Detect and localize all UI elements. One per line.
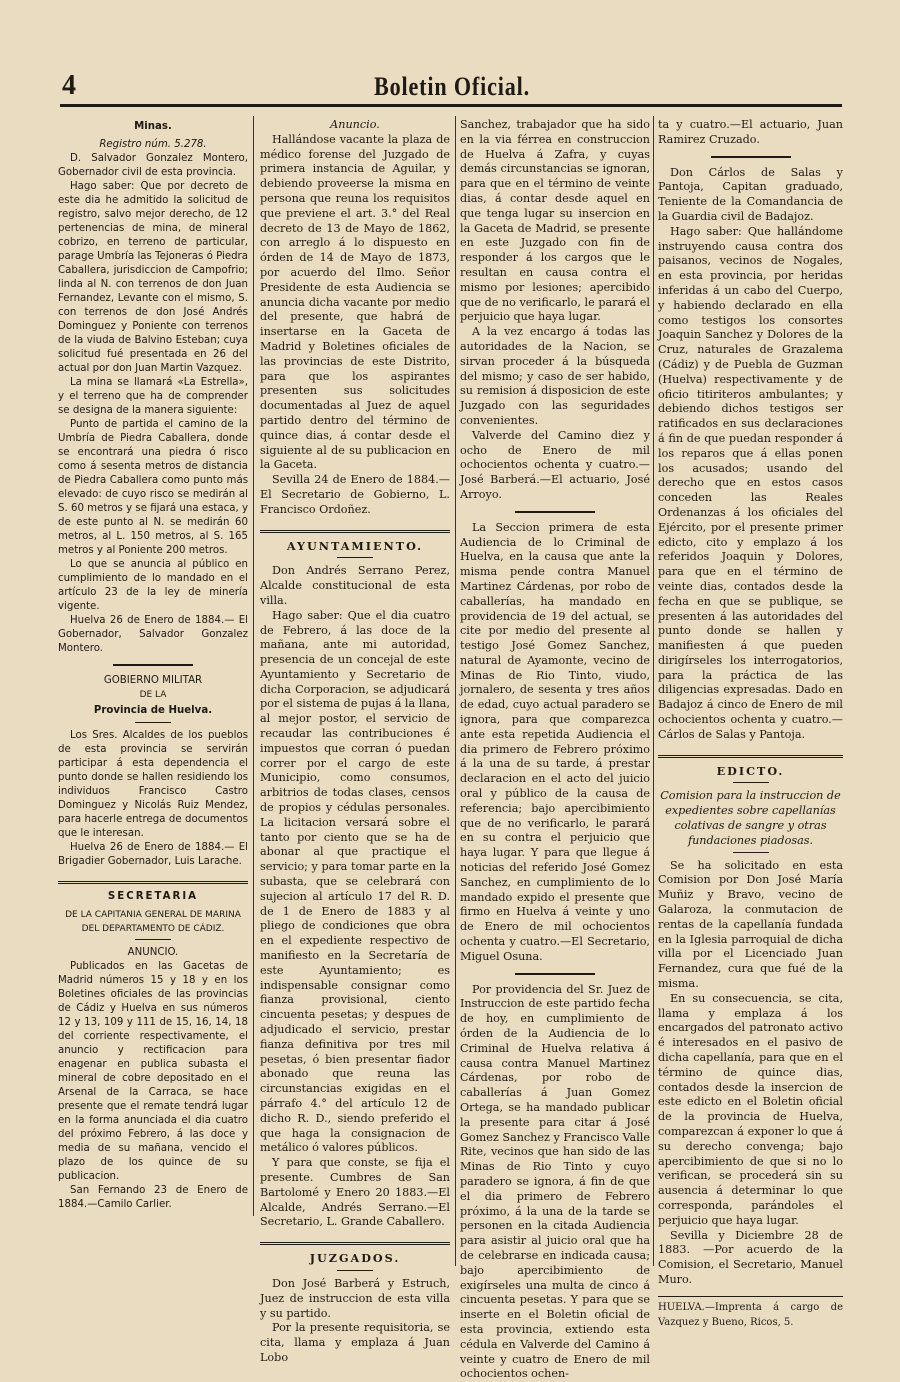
header-rule [60,104,842,107]
paragraph: Sevilla y Diciembre 28 de 1883. —Por acuerdo de la Comision, el Secretario, Manuel Muro. [658,1228,843,1286]
paragraph: Lo que se anuncia al público en cumplimiento de lo mandado en el artículo 23 de la ley de minería vigente. [58,559,248,612]
paragraph: La mina se llamará «La Estrella», y el terreno que ha de comprender se designa de la manera siguiente: [58,377,248,416]
dash [733,852,769,853]
section-title-edicto: EDICTO. [716,763,785,778]
separator [711,156,791,158]
dash [135,939,171,940]
paragraph: ta y cuatro.—El actuario, Juan Ramirez Cruzado. [658,118,843,146]
paragraph: Don Cárlos de Salas y Pantoja, Capitan graduado, Teniente de la Comandancia de la Guardia civil de Badajoz. [658,165,843,223]
anuncio-heading: Anuncio. [330,118,380,131]
column-2 [260,118,450,1366]
paragraph: Hago saber: Que el dia cuatro de Febrero, á las doce de la mañana, ante mi autoridad, presencia de un concejal de este Ayuntamiento y Secretario de dicha Corporacion, se adjudicará por el sistema de pujas á la llana, al mejor postor, el servicio de recaudar las contribuciones é impuestos que corran ó puedan correr por el cargo de este Municipio, como consumos, arbitrios de todas clases, censos de propios y cédulas personales. La licitacion versará sobre el tanto por ciento que se ha de abonar al que practique el servicio; y para tomar parte en la subasta, que se celebrará con sujecion al artículo 17 del R. D. de 1 de Enero de 1883 y al pliego de condiciones que obra en el expediente respectivo de manifiesto en la Secretaría de este Ayuntamiento; es indispensable consignar como fianza provisional, ciento cincuenta pesetas; y despues de adjudicado el servicio, prestar fianza definitiva por tres mil pesetas, ó bien presentar fiador abonado que reuna las circunstancias exigidas en el párrafo 4.° del artículo 12 de dicho R. D., siendo preferido el que haga la consignacion de metálico ó valores públicos. [260,608,450,1155]
paragraph: En su consecuencia, se cita, llama y emplaza á los encargados del patronato activo é interesados en el pasivo de dicha capellanía, para que en el término de quince dias, contados desde la insercion de este edicto en el Boletin oficial de la provincia de Huelva, comparezcan á exponer lo que á su derecho convenga; bajo apercibimiento de que si no lo verifican, se procederá sin su ausencia á determinar lo que corresponda, parándoles el perjuicio que haya lugar. [658,991,843,1227]
paragraph: Sanchez, trabajador que ha sido en la via férrea en construccion de Huelva á Zafra, y cuyas demás circunstancias se ignoran, para que en el término de veinte dias, á contar desde aquel en que tenga lugar su insercion en la Gaceta de Madrid, se presente en este Juzgado con fin de responder á los cargos que le resultan en causa contra el mismo por lesiones; apercibido que de no verificarlo, le parará el perjuicio que haya lugar. [460,118,650,324]
separator [113,664,193,666]
anuncio-heading: ANUNCIO. [127,947,179,958]
dash [337,557,373,558]
paragraph: Los Sres. Alcaldes de los pueblos de esta provincia se servirán participar á esta dependencia el punto donde se hallen residiendo los individuos Francisco Castro Dominguez y Nicolás Ruiz Mendez, para hacerle entrega de documentos que le interesan. [58,730,248,839]
column-4 [658,118,843,1330]
column-1 [58,118,248,1212]
column-divider [653,116,654,1266]
section-subtitle: DE LA CAPITANIA GENERAL DE MARINA DEL DEPARTAMENTO DE CÁDIZ. [65,910,241,934]
section-subtitle-provincia: Provincia de Huelva. [93,705,213,716]
paragraph: Por la presente requisitoria, se cita, llama y emplaza á Juan Lobo [260,1321,450,1364]
paragraph: Don Andrés Serrano Perez, Alcalde constitucional de esta villa. [260,564,450,607]
dash [337,1270,373,1271]
column-divider [253,116,254,1216]
paragraph: Sevilla 24 de Enero de 1884.— El Secretario de Gobierno, L. Francisco Ordoñez. [260,473,450,516]
paragraph: Se ha solicitado en esta Comision por Don José María Muñiz y Bravo, vecino de Galaroza, la conmutacion de rentas de la capellanía fundada en la Iglesia parroquial de dicha villa por el Licenciado Juan Fernandez, cura que fué de la misma. [658,858,843,991]
comision-subtitle: Comision para la instruccion de expedientes sobre capellanías colativas de sangre y otras fundaciones piadosas. [660,789,841,847]
paragraph: San Fernando 23 de Enero de 1884.—Camilo Carlier. [58,1185,248,1210]
registro-number: Registro núm. 5.278. [99,139,207,150]
paragraph: Valverde del Camino diez y ocho de Enero de mil ochocientos ochenta y cuatro.—José Barberá.—El actuario, José Arroyo. [460,428,650,501]
paragraph: Hallándose vacante la plaza de médico forense del Juzgado de primera instancia de Aguilar, y debiendo proveerse la misma en persona que reuna los requisitos que previene el art. 3.° del Real decreto de 13 de Mayo de 1862, con arreglo á lo dispuesto en órden de 14 de Mayo de 1873, por acuerdo del Ilmo. Señor Presidente de esta Audiencia se anuncia dicha vacante por medio del presente, que habrá de insertarse en la Gaceta de Madrid y Boletines oficiales de las provincias de este Distrito, para que los aspirantes presenten sus solicitudes documentadas al Juez de aquel partido dentro del término de quince dias, á contar desde el siguiente al de su publicacion en la Gaceta. [260,132,450,472]
dash [733,782,769,783]
paragraph: Don José Barberá y Estruch, Juez de instruccion de esta villa y su partido. [260,1276,450,1320]
section-title-juzgados: JUZGADOS. [309,1251,401,1266]
section-title-minas: Minas. [134,121,172,132]
paragraph: Punto de partida el camino de la Umbría de Piedra Caballera, donde se encontrará una piedra ó risco como á sesenta metros de distancia de Piedra Caballera como punto más elevado: de cuyo risco se medirán al S. 60 metros y se fijará una estaca, y de este punto al N. se medirán 60 metros, al L. 150 metros, al S. 165 metros y al Poniente 200 metros. [58,419,248,556]
paragraph: La Seccion primera de esta Audiencia de lo Criminal de Huelva, en la causa que ante la misma pende contra Manuel Martinez Cárdenas, por robo de caballerías, ha mandado en providencia de 19 del actual, se cite por medio del presente al testigo José Gomez Sanchez, natural de Ayamonte, vecino de Minas de Rio Tinto, viudo, jornalero, de sesenta y tres años de edad, cuyo actual paradero se ignora, para que comparezca ante esta repetida Audiencia el dia primero de Febrero próximo á la una de su tarde, á prestar declaracion en el acto del juicio oral y público de la causa de referencia; bajo apercibimiento que de no verificarlo, le parará en su contra el perjuicio que haya lugar. Y para que llegue á noticias del referido José Gomez Sanchez, en cumplimiento de lo mandado expido el presente que firmo en Huelva á veinte y uno de Enero de mil ochocientos ochenta y cuatro.—El Secretario, Miguel Osuna. [460,520,650,963]
section-title-secretaria: SECRETARIA [107,891,199,902]
paragraph: Publicados en las Gacetas de Madrid números 15 y 18 y en los Boletines oficiales de las provincias de Cádiz y Huelva en sus números 12 y 13, 109 y 111 de 15, 16, 14, 18 del corriente respectivamente, el anuncio y rectificacion para enagenar en publica subasta el mineral de cobre depositado en el Arsenal de la Carraca, se hace presente que el remate tendrá lugar en la forma anunciada el dia cuatro del próximo Febrero, á las doce y media de su mañana, vencido el plazo de los quince de su publicacion. [58,961,248,1182]
section-title-ayuntamiento: AYUNTAMIENTO. [286,538,424,553]
column-divider [455,116,456,1266]
paragraph: A la vez encargo á todas las autoridades de la Nacion, se sirvan proceder á la búsqueda del mismo; y caso de ser habido, su remision á disposicion de este Juzgado con las seguridades convenientes. [460,325,650,427]
page-header [62,70,842,106]
dash [135,722,171,723]
paragraph: Huelva 26 de Enero de 1884.— El Brigadier Gobernador, Luis Larache. [58,842,248,867]
double-rule [58,881,248,884]
page-number: 4 [62,70,76,101]
page-title: Boletin Oficial. [373,72,531,101]
imprint: HUELVA.—Imprenta á cargo de Vazquez y Bueno, Ricos, 5. [658,1296,843,1331]
double-rule [658,755,843,758]
paragraph: Y para que conste, se fija el presente. Cumbres de San Bartolomé y Enero 20 1883.—El Alcalde, Andrés Serrano.—El Secretario, L. Grande Caballero. [260,1156,450,1229]
section-subtitle: DE LA [139,690,167,700]
paragraph: Hago saber: Que por decreto de este dia he admitido la solicitud de registro, salvo mejor derecho, de 12 pertenencias de mina, de mineral cobrizo, en terreno de particular, parage Umbría las Tejoneras ó Piedra Caballera, jurisdiccion de Campofrio; linda al N. con terrenos de don Juan Fernandez, Levante con el mismo, S. con terrenos de don José Andrés Dominguez y Poniente con terrenos de la viuda de Balvino Esteban; cuya solicitud fué presentada en 26 del actual por don Juan Martin Vazquez. [58,181,248,374]
separator [515,973,595,975]
column-3 [460,118,650,1382]
paragraph: Por providencia del Sr. Juez de Instruccion de este partido fecha de hoy, en cumplimiento de órden de la Audiencia de lo Criminal de Huelva relativa á causa contra Manuel Martinez Cárdenas, por robo de caballerías á Juan Gomez Ortega, se ha mandado publicar la presente para citar á José Gomez Sanchez y Francisco Valle Rite, vecinos que han sido de las Minas de Rio Tinto y cuyo paradero se ignora, á fin de que el dia primero de Febrero próximo, á la una de la tarde se personen en la citada Audiencia para asistir al juicio oral que ha de celebrarse en indicada causa; bajo apercibimiento de exigírseles una multa de cinco á cincuenta pesetas. Y para que se inserte en el Boletin oficial de esta provincia, extiendo esta cédula en Valverde del Camino á veinte y cuatro de Enero de mil ochocientos ochen- [460,982,650,1381]
paragraph: Hago saber: Que hallándome instruyendo causa contra dos paisanos, vecinos de Nogales, en esta provincia, por heridas inferidas á un cabo del Cuerpo, y habiendo declarado en ella como testigos los consortes Joaquin Sanchez y Dolores de la Cruz, naturales de Grazalema (Cádiz) y de Puebla de Guzman (Huelva) respectivamente y de oficio titiriteros ambulantes; y debiendo dichos testigos ser ratificados en sus declaraciones á fin de que puedan responder á los reparos que á ellas ponen los acusados; usando del derecho que en estos casos conceden las Reales Ordenanzas á los oficiales del Ejército, por el presente primer edicto, cito y emplazo á los referidos Joaquin y Dolores, para que en el término de veinte dias, contados desde la fecha en que se publique, se presenten á las autoridades del punto donde se hallen y manifiesten á que pueden dirigírseles los interrogatorios, para la práctica de las diligencias expresadas. Dado en Badajoz á cinco de Enero de mil ochocientos ochenta y cuatro.—Cárlos de Salas y Pantoja. [658,224,843,741]
double-rule [260,1242,450,1245]
paragraph: D. Salvador Gonzalez Montero, Gobernador civil de esta provincia. [58,153,248,178]
paragraph: Huelva 26 de Enero de 1884.— El Gobernador, Salvador Gonzalez Montero. [58,615,248,654]
double-rule [260,530,450,533]
section-title-gobierno: GOBIERNO MILITAR [103,675,203,686]
separator [515,511,595,513]
